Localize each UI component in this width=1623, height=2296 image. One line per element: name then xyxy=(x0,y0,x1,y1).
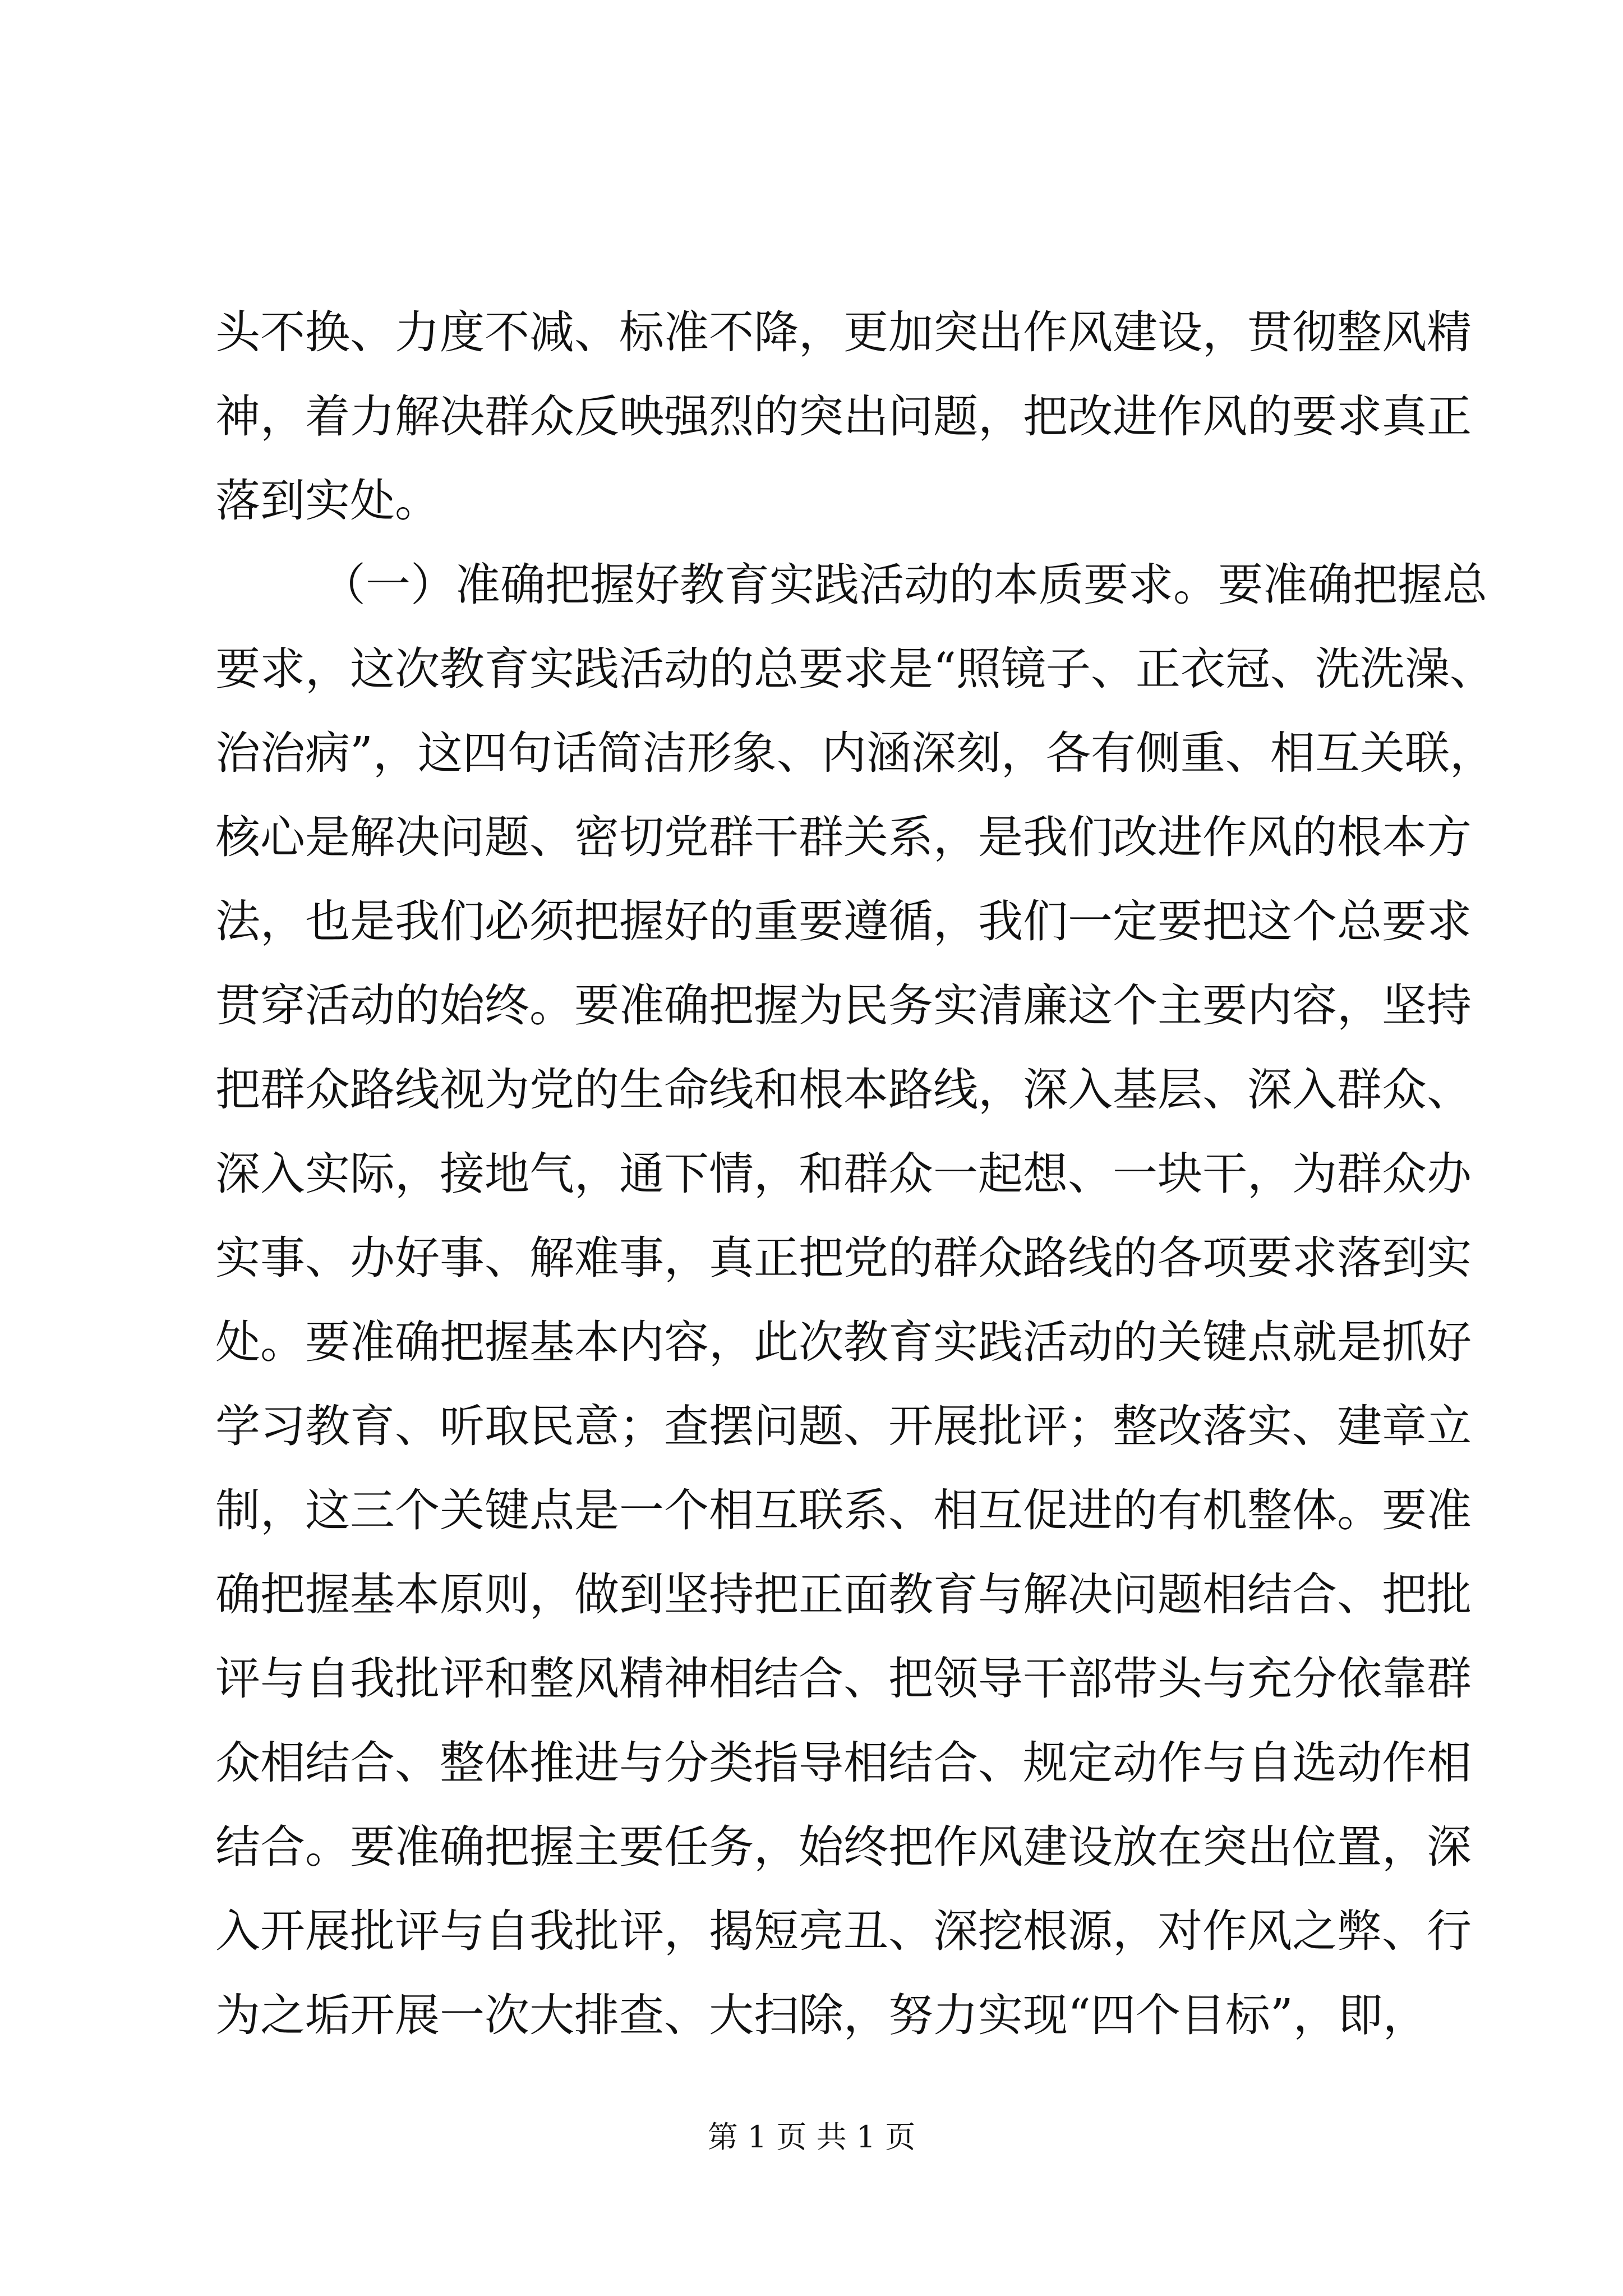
text-line: 要求，这次教育实践活动的总要求是“照镜子、正衣冠、洗洗澡、 xyxy=(215,643,1495,695)
text-line: 落到实处。 xyxy=(215,475,440,527)
text-line: 神，着力解决群众反映强烈的突出问题，把改进作风的要求真正 xyxy=(215,390,1472,443)
text-line: 众相结合、整体推进与分类指导相结合、规定动作与自选动作相 xyxy=(215,1737,1472,1789)
text-line: 贯穿活动的始终。要准确把握为民务实清廉这个主要内容，坚持 xyxy=(215,979,1472,1032)
body-text xyxy=(215,291,1495,2142)
text-line: 确把握基本原则，做到坚持把正面教育与解决问题相结合、把批 xyxy=(215,1568,1472,1621)
text-line: 学习教育、听取民意；查摆问题、开展批评；整改落实、建章立 xyxy=(215,1400,1472,1452)
paragraph-1 xyxy=(215,291,1472,543)
text-line: 把群众路线视为党的生命线和根本路线，深入基层、深入群众、 xyxy=(215,1064,1472,1116)
text-line: 头不换、力度不减、标准不降，更加突出作风建设，贯彻整风精 xyxy=(215,306,1472,358)
text-line: 治治病”，这四句话简洁形象、内涵深刻，各有侧重、相互关联， xyxy=(215,727,1495,779)
text-line: 结合。要准确把握主要任务，始终把作风建设放在突出位置，深 xyxy=(215,1821,1472,1873)
page-number-label: 第 1 页 共 1 页 xyxy=(707,2119,916,2155)
text-line: 评与自我批评和整风精神相结合、把领导干部带头与充分依靠群 xyxy=(215,1653,1472,1705)
paragraph-2 xyxy=(215,543,1495,2142)
text-line: 深入实际，接地气，通下情，和群众一起想、一块干，为群众办 xyxy=(215,1148,1472,1200)
text-line: 核心是解决问题、密切党群干群关系，是我们改进作风的根本方 xyxy=(215,811,1472,863)
text-line: 处。要准确把握基本内容，此次教育实践活动的关键点就是抓好 xyxy=(215,1316,1472,1368)
page-footer xyxy=(0,2118,1623,2157)
text-line: 法，也是我们必须把握好的重要遵循，我们一定要把这个总要求 xyxy=(215,895,1472,947)
text-line: 制，这三个关键点是一个相互联系、相互促进的有机整体。要准 xyxy=(215,1484,1472,1536)
text-line: 实事、办好事、解难事，真正把党的群众路线的各项要求落到实 xyxy=(215,1232,1472,1284)
text-line: 为之垢开展一次大排查、大扫除，努力实现“四个目标”，即， xyxy=(215,1989,1428,2041)
text-line: 入开展批评与自我批评，揭短亮丑、深挖根源，对作风之弊、行 xyxy=(215,1905,1472,1957)
text-line: （一）准确把握好教育实践活动的本质要求。要准确把握总 xyxy=(321,559,1487,611)
